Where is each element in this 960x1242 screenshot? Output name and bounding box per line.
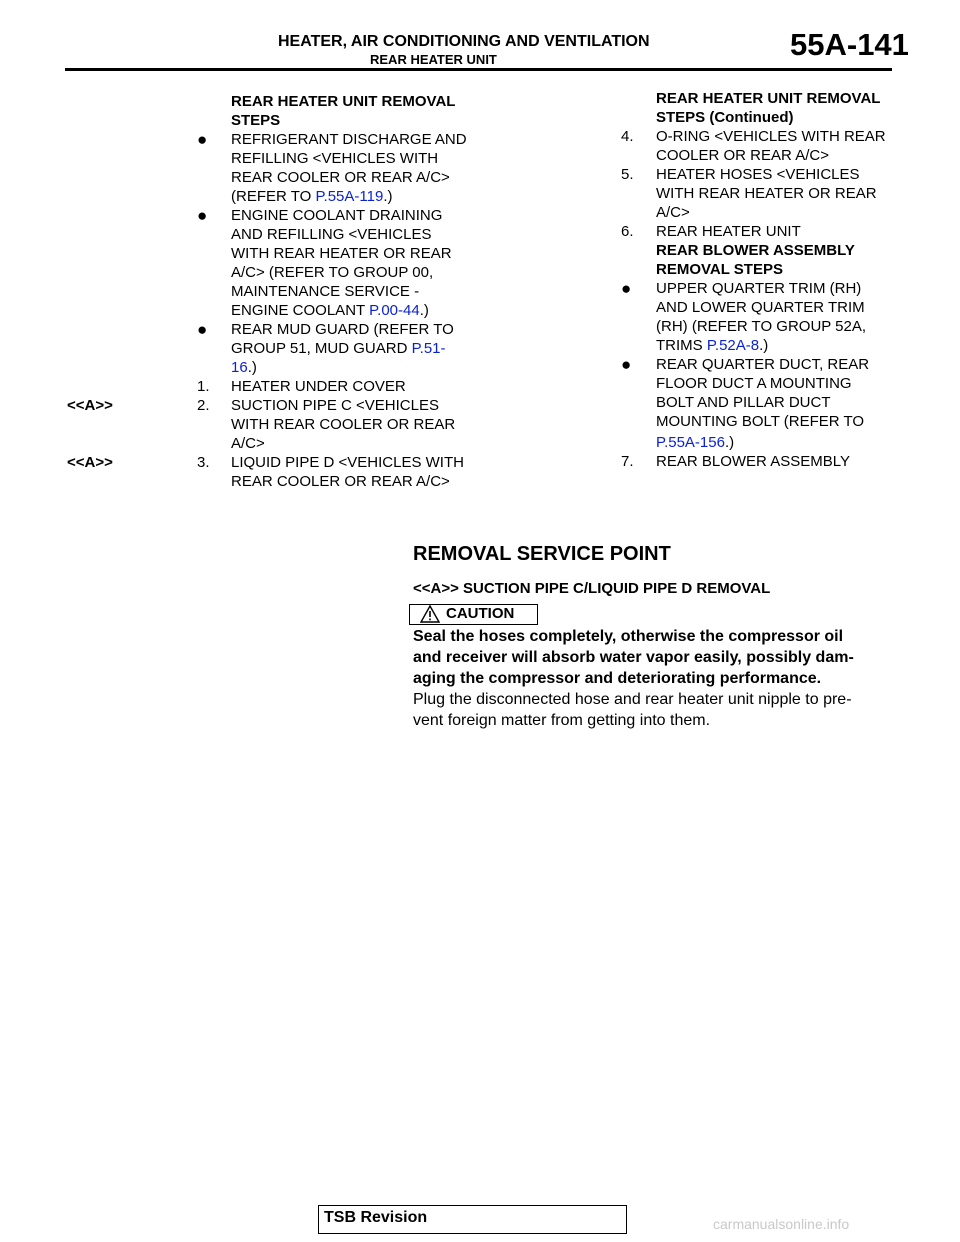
tsb-revision-label: TSB Revision (324, 1209, 428, 1226)
step-1-text: HEATER UNDER COVER (231, 378, 406, 395)
step-number: 2. (197, 397, 210, 414)
service-point-marker[interactable]: <<A>> (67, 454, 113, 471)
step-7-text: REAR BLOWER ASSEMBLY (656, 453, 850, 470)
page-ref-link[interactable]: P.51- (411, 340, 446, 357)
right-bullet-1-ref (656, 336, 768, 355)
page-ref-link[interactable]: P.55A-119 (315, 188, 384, 205)
right-heading-line-1: REAR HEATER UNIT REMOVAL (656, 90, 881, 107)
left-bullet-2-line-4: A/C> (REFER TO GROUP 00, (231, 264, 434, 281)
left-bullet-1-line-3: REAR COOLER OR REAR A/C> (231, 169, 450, 186)
left-heading-line-1: REAR HEATER UNIT REMOVAL (231, 93, 456, 110)
section-subtitle: REAR HEATER UNIT (370, 52, 497, 67)
step-2-line-3: A/C> (231, 435, 265, 452)
service-point-heading: REMOVAL SERVICE POINT (413, 543, 671, 565)
bullet-dot: ● (621, 355, 632, 374)
ref-prefix: GROUP 51, MUD GUARD (231, 340, 412, 357)
bullet-dot: ● (197, 130, 208, 149)
left-bullet-2-ref (231, 301, 429, 320)
ref-suffix: .) (383, 188, 393, 205)
left-bullet-2-line-3: WITH REAR HEATER OR REAR (231, 245, 452, 262)
right-bullet-1-line-3: (RH) (REFER TO GROUP 52A, (656, 318, 867, 335)
blower-heading-line-2: REMOVAL STEPS (656, 261, 783, 278)
right-bullet-2-line-2: FLOOR DUCT A MOUNTING (656, 375, 852, 392)
step-number: 6. (621, 223, 634, 240)
caution-label: CAUTION (446, 605, 515, 622)
bullet-dot: ● (621, 279, 632, 298)
step-number: 4. (621, 128, 634, 145)
step-5-line-1: HEATER HOSES <VEHICLES (656, 166, 860, 183)
service-point-subheading: <<A>> SUCTION PIPE C/LIQUID PIPE D REMOVAL (413, 580, 771, 597)
left-bullet-2-line-2: AND REFILLING <VEHICLES (231, 226, 432, 243)
right-heading-line-2: STEPS (Continued) (656, 109, 794, 126)
header-rule (65, 68, 892, 71)
left-bullet-2-line-1: ENGINE COOLANT DRAINING (231, 207, 443, 224)
right-bullet-2-line-4: MOUNTING BOLT (REFER TO (656, 413, 865, 430)
step-4-line-1: O-RING <VEHICLES WITH REAR (656, 128, 886, 145)
step-2-line-2: WITH REAR COOLER OR REAR (231, 416, 456, 433)
page-ref-link[interactable]: P.00-44 (369, 302, 420, 319)
step-6-text: REAR HEATER UNIT (656, 223, 801, 240)
left-bullet-1-line-2: REFILLING <VEHICLES WITH (231, 150, 439, 167)
left-bullet-1-ref (231, 187, 392, 206)
step-3-line-2: REAR COOLER OR REAR A/C> (231, 473, 450, 490)
ref-suffix: .) (419, 302, 429, 319)
section-title: HEATER, AIR CONDITIONING AND VENTILATION (278, 33, 650, 50)
step-5-line-2: WITH REAR HEATER OR REAR (656, 185, 877, 202)
body-text-line-1: Plug the disconnected hose and rear heater unit nipple to pre- (413, 691, 852, 708)
right-bullet-2-ref (656, 433, 734, 452)
page-ref-link[interactable]: P.52A-8 (706, 337, 760, 354)
right-bullet-1-line-1: UPPER QUARTER TRIM (RH) (656, 280, 862, 297)
warning-triangle-icon (420, 605, 440, 623)
step-number: 3. (197, 454, 210, 471)
right-bullet-1-line-2: AND LOWER QUARTER TRIM (656, 299, 865, 316)
step-4-line-2: COOLER OR REAR A/C> (656, 147, 829, 164)
left-bullet-3-line-3 (231, 358, 257, 377)
right-bullet-2-line-3: BOLT AND PILLAR DUCT (656, 394, 831, 411)
caution-text-line-3: aging the compressor and deteriorating performance. (413, 670, 822, 687)
left-bullet-3-line-2 (231, 339, 446, 358)
caution-text-line-2: and receiver will absorb water vapor easily, possibly dam- (413, 649, 854, 666)
page-ref-link[interactable]: P.55A-156 (656, 434, 725, 451)
step-number: 5. (621, 166, 634, 183)
page-number: 55A-141 (790, 27, 909, 62)
bullet-dot: ● (197, 320, 208, 339)
ref-suffix: .) (724, 434, 735, 451)
ref-suffix: .) (247, 359, 257, 376)
ref-suffix: .) (759, 337, 769, 354)
bullet-dot: ● (197, 206, 208, 225)
page-ref-link[interactable]: 16 (231, 359, 248, 376)
step-number: 1. (197, 378, 210, 395)
step-2-line-1: SUCTION PIPE C <VEHICLES (231, 397, 439, 414)
ref-prefix: (REFER TO (231, 188, 316, 205)
ref-prefix: ENGINE COOLANT (231, 302, 370, 319)
ref-prefix: TRIMS (656, 337, 707, 354)
left-bullet-1-line-1: REFRIGERANT DISCHARGE AND (231, 131, 467, 148)
left-bullet-3-line-1: REAR MUD GUARD (REFER TO (231, 321, 454, 338)
body-text-line-2: vent foreign matter from getting into them. (413, 712, 711, 729)
watermark: carmanualsonline.info (713, 1216, 850, 1232)
service-point-marker[interactable]: <<A>> (67, 397, 113, 414)
step-5-line-3: A/C> (656, 204, 690, 221)
step-3-line-1: LIQUID PIPE D <VEHICLES WITH (231, 454, 464, 471)
right-bullet-2-line-1: REAR QUARTER DUCT, REAR (656, 356, 870, 373)
caution-text-line-1: Seal the hoses completely, otherwise the compressor oil (413, 628, 844, 645)
left-heading-line-2: STEPS (231, 112, 281, 129)
left-bullet-2-line-5: MAINTENANCE SERVICE - (231, 283, 420, 300)
blower-heading-line-1: REAR BLOWER ASSEMBLY (656, 242, 855, 259)
step-number: 7. (621, 453, 634, 470)
